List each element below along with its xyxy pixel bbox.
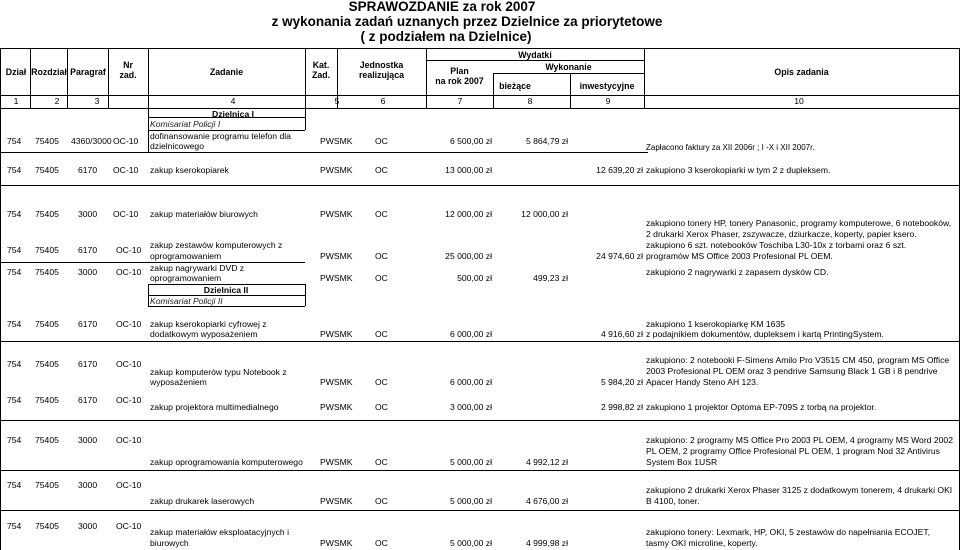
col-header-rozdzial: Rozdział xyxy=(31,67,67,77)
cell-opis: tasmy OKI microline, koperty. xyxy=(646,538,758,548)
cell-rozdzial: 75405 xyxy=(35,359,59,369)
cell-dzial: 754 xyxy=(7,165,22,175)
cell-nr: OC-10 xyxy=(113,136,139,146)
col-header-jednostka: Jednostka realizująca xyxy=(359,60,404,81)
cell-zadanie: dodatkowym wyposażeniem xyxy=(150,329,258,339)
cell-opis: programów MS Office 2003 Profesional PL OEM. xyxy=(646,251,833,261)
cell-plan: 13 000,00 zł xyxy=(445,165,492,175)
cell-rozdzial: 75405 xyxy=(35,245,59,255)
cell-kat: OC xyxy=(375,329,388,339)
col-header-wydatki: Wydatki xyxy=(518,50,552,60)
cell-dzial: 754 xyxy=(7,435,22,445)
cell-plan: 6 000,00 zł xyxy=(449,329,492,339)
column-number: 6 xyxy=(380,96,386,106)
cell-zadanie: wyposażeniem xyxy=(150,377,207,387)
col-header-paragraf: Paragraf xyxy=(70,67,106,77)
cell-jednostka: PWSMK xyxy=(320,538,353,548)
section-heading-komisariat-1: Komisariat Policji I xyxy=(150,119,221,129)
col-header-inwestycyjne: inwestycyjne xyxy=(579,81,635,91)
grid-line xyxy=(0,185,960,186)
cell-zadanie: zakup drukarek laserowych xyxy=(150,496,255,506)
cell-zadanie: zakup kserokopiarek xyxy=(150,165,229,175)
cell-opis: 2 drukarki Xerox Phaser, zszywacze, dziurkacze, koperty, papier ksero. xyxy=(646,229,917,239)
cell-dzial: 754 xyxy=(7,521,22,531)
cell-nr: OC-10 xyxy=(116,359,142,369)
cell-plan: 12 000,00 zł xyxy=(445,209,492,219)
cell-rozdzial: 75405 xyxy=(35,319,59,329)
cell-plan: 5 000,00 zł xyxy=(449,538,492,548)
grid-line xyxy=(0,510,960,511)
grid-line xyxy=(305,284,306,306)
cell-nr: OC-10 xyxy=(116,245,142,255)
cell-dzial: 754 xyxy=(7,136,22,146)
cell-zadanie: oprogramowaniem xyxy=(150,273,222,283)
cell-rozdzial: 75405 xyxy=(35,395,59,405)
cell-kat: OC xyxy=(375,496,388,506)
cell-rozdzial: 75405 xyxy=(35,136,59,146)
cell-kat: OC xyxy=(375,165,388,175)
grid-line xyxy=(0,48,1,550)
cell-biezace: 4 676,00 zł xyxy=(525,496,568,506)
column-number: 8 xyxy=(527,96,533,106)
cell-kat: OC xyxy=(375,457,388,467)
cell-inwestycyjne: 5 984,20 zł xyxy=(600,377,643,387)
col-header-wykonanie: Wykonanie xyxy=(545,62,592,72)
report-subtitle: z wykonania zadań uznanych przez Dzielnice za priorytetowe xyxy=(271,14,663,29)
cell-dzial: 754 xyxy=(7,319,22,329)
grid-line xyxy=(148,306,305,307)
cell-inwestycyjne: 4 916,60 zł xyxy=(600,329,643,339)
cell-jednostka: PWSMK xyxy=(320,251,353,261)
cell-dzial: 754 xyxy=(7,267,22,277)
column-number: 4 xyxy=(230,96,236,106)
cell-kat: OC xyxy=(375,251,388,261)
cell-zadanie: biurowych xyxy=(150,538,189,548)
cell-nr: OC-10 xyxy=(116,521,142,531)
grid-line xyxy=(644,48,645,108)
grid-line xyxy=(493,73,644,74)
grid-line xyxy=(0,108,960,109)
cell-zadanie: zakup kserokopiarki cyfrowej z xyxy=(150,319,267,329)
section-heading-komisariat-2: Komisariat Policji II xyxy=(150,296,223,306)
cell-dzial: 754 xyxy=(7,359,22,369)
cell-jednostka: PWSMK xyxy=(320,273,353,283)
col-header-kat: Kat. Zad. xyxy=(311,60,331,81)
cell-opis: 2003 Profesional PL OEM oraz 3 pendrive Samsung Black 1 GB i 8 pendrive xyxy=(646,366,938,376)
cell-opis: B 4100, toner. xyxy=(646,496,700,506)
cell-jednostka: PWSMK xyxy=(320,209,353,219)
cell-plan: 6 500,00 zł xyxy=(449,136,492,146)
cell-opis: zakupiono: 2 programy MS Office Pro 2003 PL OEM, 4 programy MS Word 2002 xyxy=(646,435,953,445)
grid-line xyxy=(148,108,149,152)
cell-rozdzial: 75405 xyxy=(35,267,59,277)
grid-line xyxy=(305,108,306,130)
cell-nr: OC-10 xyxy=(116,395,142,405)
column-number: 2 xyxy=(54,96,60,106)
cell-nr: OC-10 xyxy=(116,267,142,277)
cell-opis: zakupiono 1 kserokopiarkę KM 1635 xyxy=(646,319,786,329)
grid-line xyxy=(0,341,960,342)
cell-jednostka: PWSMK xyxy=(320,329,353,339)
column-number: 10 xyxy=(794,96,804,106)
cell-dzial: 754 xyxy=(7,395,22,405)
cell-zadanie: dofinansowanie programu telefon dla xyxy=(150,131,291,141)
section-heading-dzielnica-1: Dzielnica I xyxy=(211,109,255,119)
cell-opis: zakupiono tonery HP, tonery Panasonic, programy komputerowe, 6 notebooków, xyxy=(646,218,952,228)
cell-plan: 25 000,00 zł xyxy=(445,251,492,261)
column-number: 9 xyxy=(605,96,611,106)
section-heading-dzielnica-2: Dzielnica II xyxy=(203,285,249,295)
cell-plan: 5 000,00 zł xyxy=(449,496,492,506)
cell-dzial: 754 xyxy=(7,245,22,255)
cell-paragraf: 6170 xyxy=(78,319,98,329)
col-header-opis: Opis zadania xyxy=(774,67,829,77)
cell-zadanie: zakup zestawów komputerowych z xyxy=(150,240,283,250)
cell-opis: System Box 1USR xyxy=(646,457,718,467)
cell-rozdzial: 75405 xyxy=(35,435,59,445)
cell-inwestycyjne: 2 998,82 zł xyxy=(600,402,643,412)
cell-zadanie: dzielnicowego xyxy=(150,141,204,151)
cell-plan: 5 000,00 zł xyxy=(449,457,492,467)
cell-jednostka: PWSMK xyxy=(320,496,353,506)
cell-opis: PL OEM, 2 programy Office Profesional PL OEM, 1 program Nod 32 Antivirus xyxy=(646,446,940,456)
grid-line xyxy=(67,48,68,108)
cell-paragraf: 3000 xyxy=(78,480,98,490)
col-header-biezace: bieżące xyxy=(499,81,531,91)
cell-nr: OC-10 xyxy=(113,165,139,175)
cell-jednostka: PWSMK xyxy=(320,165,353,175)
cell-rozdzial: 75405 xyxy=(35,480,59,490)
cell-opis: zakupiono 3 kserokopiarki w tym 2 z dupleksem. xyxy=(646,165,831,175)
col-header-plan: Plan na rok 2007 xyxy=(435,66,484,87)
cell-zadanie: zakup materiałów eksploatacyjnych i xyxy=(150,527,289,537)
cell-rozdzial: 75405 xyxy=(35,165,59,175)
cell-opis: zakupiono 6 szt. notebooków Toschiba L30-10x z torbami oraz 6 szt. xyxy=(646,240,907,250)
cell-zadanie: zakup projektora multimedialnego xyxy=(150,402,279,412)
cell-opis: zakupiono: 2 notebooki F-Simens Amilo Pro V3515 CM 450, program MS Office xyxy=(646,355,950,365)
cell-opis: Zapłacono faktury za XII 2006r ; I -X i XII 2007r. xyxy=(646,143,815,152)
grid-line xyxy=(0,470,960,471)
col-header-zadanie: Zadanie xyxy=(209,67,244,77)
col-header-dzial: Dział xyxy=(5,67,27,77)
column-number: 5 xyxy=(334,96,340,106)
cell-rozdzial: 75405 xyxy=(35,209,59,219)
cell-jednostka: PWSMK xyxy=(320,457,353,467)
grid-line xyxy=(148,48,149,108)
cell-nr: OC-10 xyxy=(116,319,142,329)
cell-zadanie: zakup nagrywarki DVD z xyxy=(150,263,245,273)
cell-kat: OC xyxy=(375,209,388,219)
cell-zadanie: zakup oprogramowania komputerowego xyxy=(150,457,303,467)
cell-kat: OC xyxy=(375,136,388,146)
cell-opis: zakupiono 1 projektor Optoma EP-709S z torbą na projektor. xyxy=(646,402,877,412)
cell-biezace: 4 999,98 zł xyxy=(525,538,568,548)
cell-opis: zakupiono tonery: Lexmark, HP, OKI, 5 zestawów do napełniania ECOJET, xyxy=(646,527,931,537)
cell-paragraf: 6170 xyxy=(78,359,98,369)
cell-biezace: 5 864,79 zł xyxy=(525,136,568,146)
cell-kat: OC xyxy=(375,538,388,548)
grid-line xyxy=(0,152,648,153)
cell-dzial: 754 xyxy=(7,480,22,490)
grid-line xyxy=(30,48,31,108)
cell-inwestycyjne: 24 974,60 zł xyxy=(596,251,643,261)
column-number: 1 xyxy=(13,96,19,106)
cell-jednostka: PWSMK xyxy=(320,402,353,412)
cell-paragraf: 4360/3000 xyxy=(71,136,112,146)
cell-paragraf: 6170 xyxy=(78,165,98,175)
cell-paragraf: 3000 xyxy=(78,435,98,445)
cell-nr: OC-10 xyxy=(113,209,139,219)
cell-rozdzial: 75405 xyxy=(35,521,59,531)
cell-opis: z podajnikiem dokumentów, dupleksem i kartą PrintingSystem. xyxy=(646,329,884,339)
column-number: 7 xyxy=(457,96,463,106)
cell-inwestycyjne: 12 639,20 zł xyxy=(596,165,643,175)
col-header-nr: Nr zad. xyxy=(119,60,137,81)
cell-biezace: 4 992,12 zł xyxy=(525,457,568,467)
cell-biezace: 12 000,00 zł xyxy=(521,209,568,219)
cell-plan: 6 000,00 zł xyxy=(449,377,492,387)
cell-plan: 3 000,00 zł xyxy=(449,402,492,412)
cell-zadanie: zakup komputerów typu Notebook z xyxy=(150,367,287,377)
cell-paragraf: 6170 xyxy=(78,245,98,255)
report-title: SPRAWOZDANIE za rok 2007 xyxy=(348,0,536,14)
grid-line xyxy=(0,48,960,49)
cell-nr: OC-10 xyxy=(116,435,142,445)
cell-dzial: 754 xyxy=(7,209,22,219)
cell-plan: 500,00 zł xyxy=(457,273,492,283)
cell-opis: zakupiono 2 drukarki Xerox Phaser 3125 z dodatkowym tonerem, 4 drukarki OKI xyxy=(646,485,953,495)
cell-opis: Apacer Handy Steno AH 123. xyxy=(646,377,759,387)
cell-opis: zakupiono 2 nagrywarki z zapasem dysków CD. xyxy=(646,267,829,277)
column-number: 3 xyxy=(94,96,100,106)
cell-paragraf: 3000 xyxy=(78,267,98,277)
grid-line xyxy=(426,60,644,61)
report-subtitle-2: ( z podziałem na Dzielnice) xyxy=(360,29,532,44)
cell-paragraf: 3000 xyxy=(78,521,98,531)
cell-paragraf: 6170 xyxy=(78,395,98,405)
cell-jednostka: PWSMK xyxy=(320,377,353,387)
grid-line xyxy=(148,284,149,306)
cell-zadanie: zakup materiałów biurowych xyxy=(150,209,258,219)
cell-nr: OC-10 xyxy=(116,480,142,490)
cell-zadanie: oprogramowaniem xyxy=(150,251,222,261)
cell-kat: OC xyxy=(375,273,388,283)
cell-jednostka: PWSMK xyxy=(320,136,353,146)
cell-kat: OC xyxy=(375,402,388,412)
cell-paragraf: 3000 xyxy=(78,209,98,219)
grid-line xyxy=(0,95,960,96)
cell-biezace: 499,23 zł xyxy=(533,273,568,283)
grid-line xyxy=(0,420,960,421)
cell-kat: OC xyxy=(375,377,388,387)
